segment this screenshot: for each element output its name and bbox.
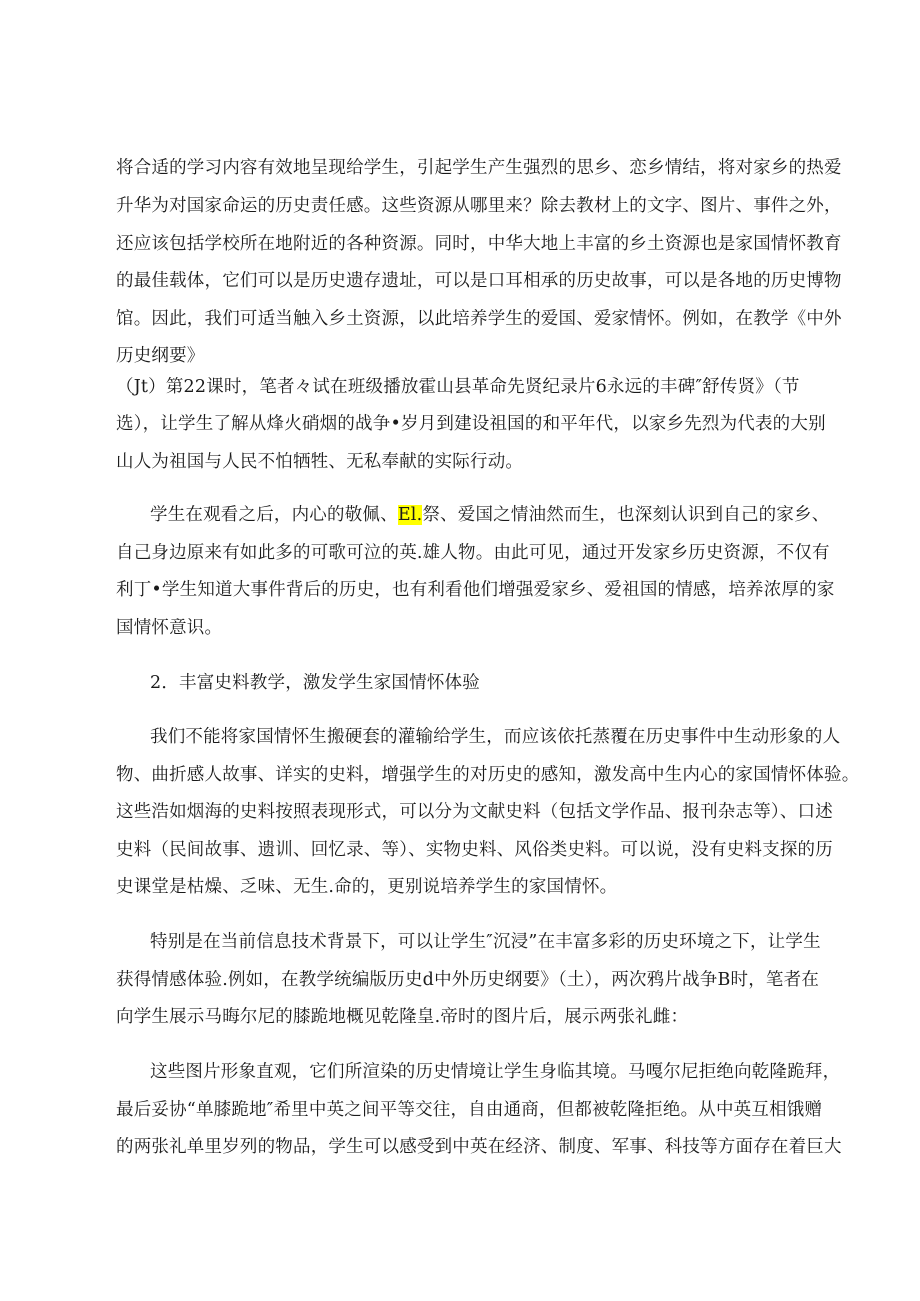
paragraph-line: 特别是在当前信息技术背景下，可以让学生″沉浸”在丰富多彩的历史环境之下，让学生 xyxy=(150,932,821,952)
paragraph-line: 还应该包括学校所在地附近的各种资源。同时，中华大地上丰富的乡土资源也是家国情怀教育 xyxy=(116,234,842,254)
paragraph-line: 这些浩如烟海的史料按照表现形式，可以分为文献史料（包括文学作品、报刊杂志等）、口述 xyxy=(116,802,833,822)
paragraph-line: 最后妥协“单膝跪地″希里中英之间平等交往，自由通商，但都被乾隆拒绝。从中英互相饿赠 xyxy=(116,1100,823,1120)
paragraph-line: 利丁•学生知道大事件背后的历史，也有利看他们增强爱家乡、爱祖国的情感，培养浓厚的家 xyxy=(116,580,835,600)
section-heading: 2．丰富史料教学，激发学生家国情怀体验 xyxy=(150,673,480,693)
paragraph-line: 选），让学生了解从烽火硝烟的战争•岁月到建设祖国的和平年代，以家乡先烈为代表的大别 xyxy=(116,414,826,434)
paragraph-line: 向学生展示马晦尔尼的膝跪地概见乾隆皇.帝时的图片后，展示两张礼雌： xyxy=(116,1007,689,1027)
paragraph-line: 历史纲要》 xyxy=(116,346,205,366)
paragraph-line: （Jt）第22课时，笔者々试在班级播放霍山县革命先贤纪录片6永远的丰碑″舒传贤》（节 xyxy=(116,377,800,397)
text-after-highlight: 祭、爱国之情油然而生，也深刻认识到自己的家乡、 xyxy=(422,505,830,525)
paragraph-line: 史课堂是枯燥、乏味、无生.命的，更别说培养学生的家国情怀。 xyxy=(116,877,618,897)
paragraph-line: 物、曲折感人故事、详实的史料，增强学生的对历史的感知，激发高中生内心的家国情怀体验。 xyxy=(116,765,860,785)
paragraph-line: 我们不能将家国情怀生搬硬套的灌输给学生，而应该依托蒸覆在历史事件中生动形象的人 xyxy=(150,727,841,747)
highlighted-text: El. xyxy=(397,505,423,525)
paragraph-line: 的最佳载体，它们可以是历史遗存遗址，可以是口耳相承的历史故事，可以是各地的历史博物 xyxy=(116,271,842,291)
paragraph-line: 这些图片形象直观，它们所渲染的历史情境让学生身临其境。马嘎尔尼拒绝向乾隆跪拜， xyxy=(150,1062,841,1082)
paragraph-line: 自己身边原来有如此多的可歌可泣的英.雄人物。由此可见，通过开发家乡历史资源，不仅有 xyxy=(116,543,830,563)
paragraph-line: 国情怀意识。 xyxy=(116,618,223,638)
paragraph-line: 升华为对国家命运的历史责任感。这些资源从哪里来？除去教材上的文字、图片、事件之外， xyxy=(116,196,842,216)
paragraph-line: 山人为祖国与人民不怕牺牲、无私奉献的实际行动。 xyxy=(116,452,524,472)
paragraph-line: 史料（民间故事、遗训、回忆录、等）、实物史料、风俗类史料。可以说，没有史料支探的历 xyxy=(116,840,833,860)
paragraph-line-highlighted xyxy=(150,503,829,527)
paragraph-line: 的两张礼单里岁列的物品，学生可以感受到中英在经济、制度、军事、科技等方面存在着巨大 xyxy=(116,1137,842,1157)
paragraph-line: 馆。因此，我们可适当触入乡土资源，以此培养学生的爱国、爱家情怀。例如，在教学《中外 xyxy=(116,309,842,329)
paragraph-line: 获得情感体验.例如，在教学统编版历史d中外历史纲要》（土），两次鸦片战争B时，笔者在 xyxy=(116,970,820,990)
text-before-highlight: 学生在观看之后，内心的敬佩、 xyxy=(150,505,398,525)
paragraph-line: 将合适的学习内容有效地呈现给学生，引起学生产生强烈的思乡、恋乡情结，将对家乡的热爱 xyxy=(116,158,842,178)
